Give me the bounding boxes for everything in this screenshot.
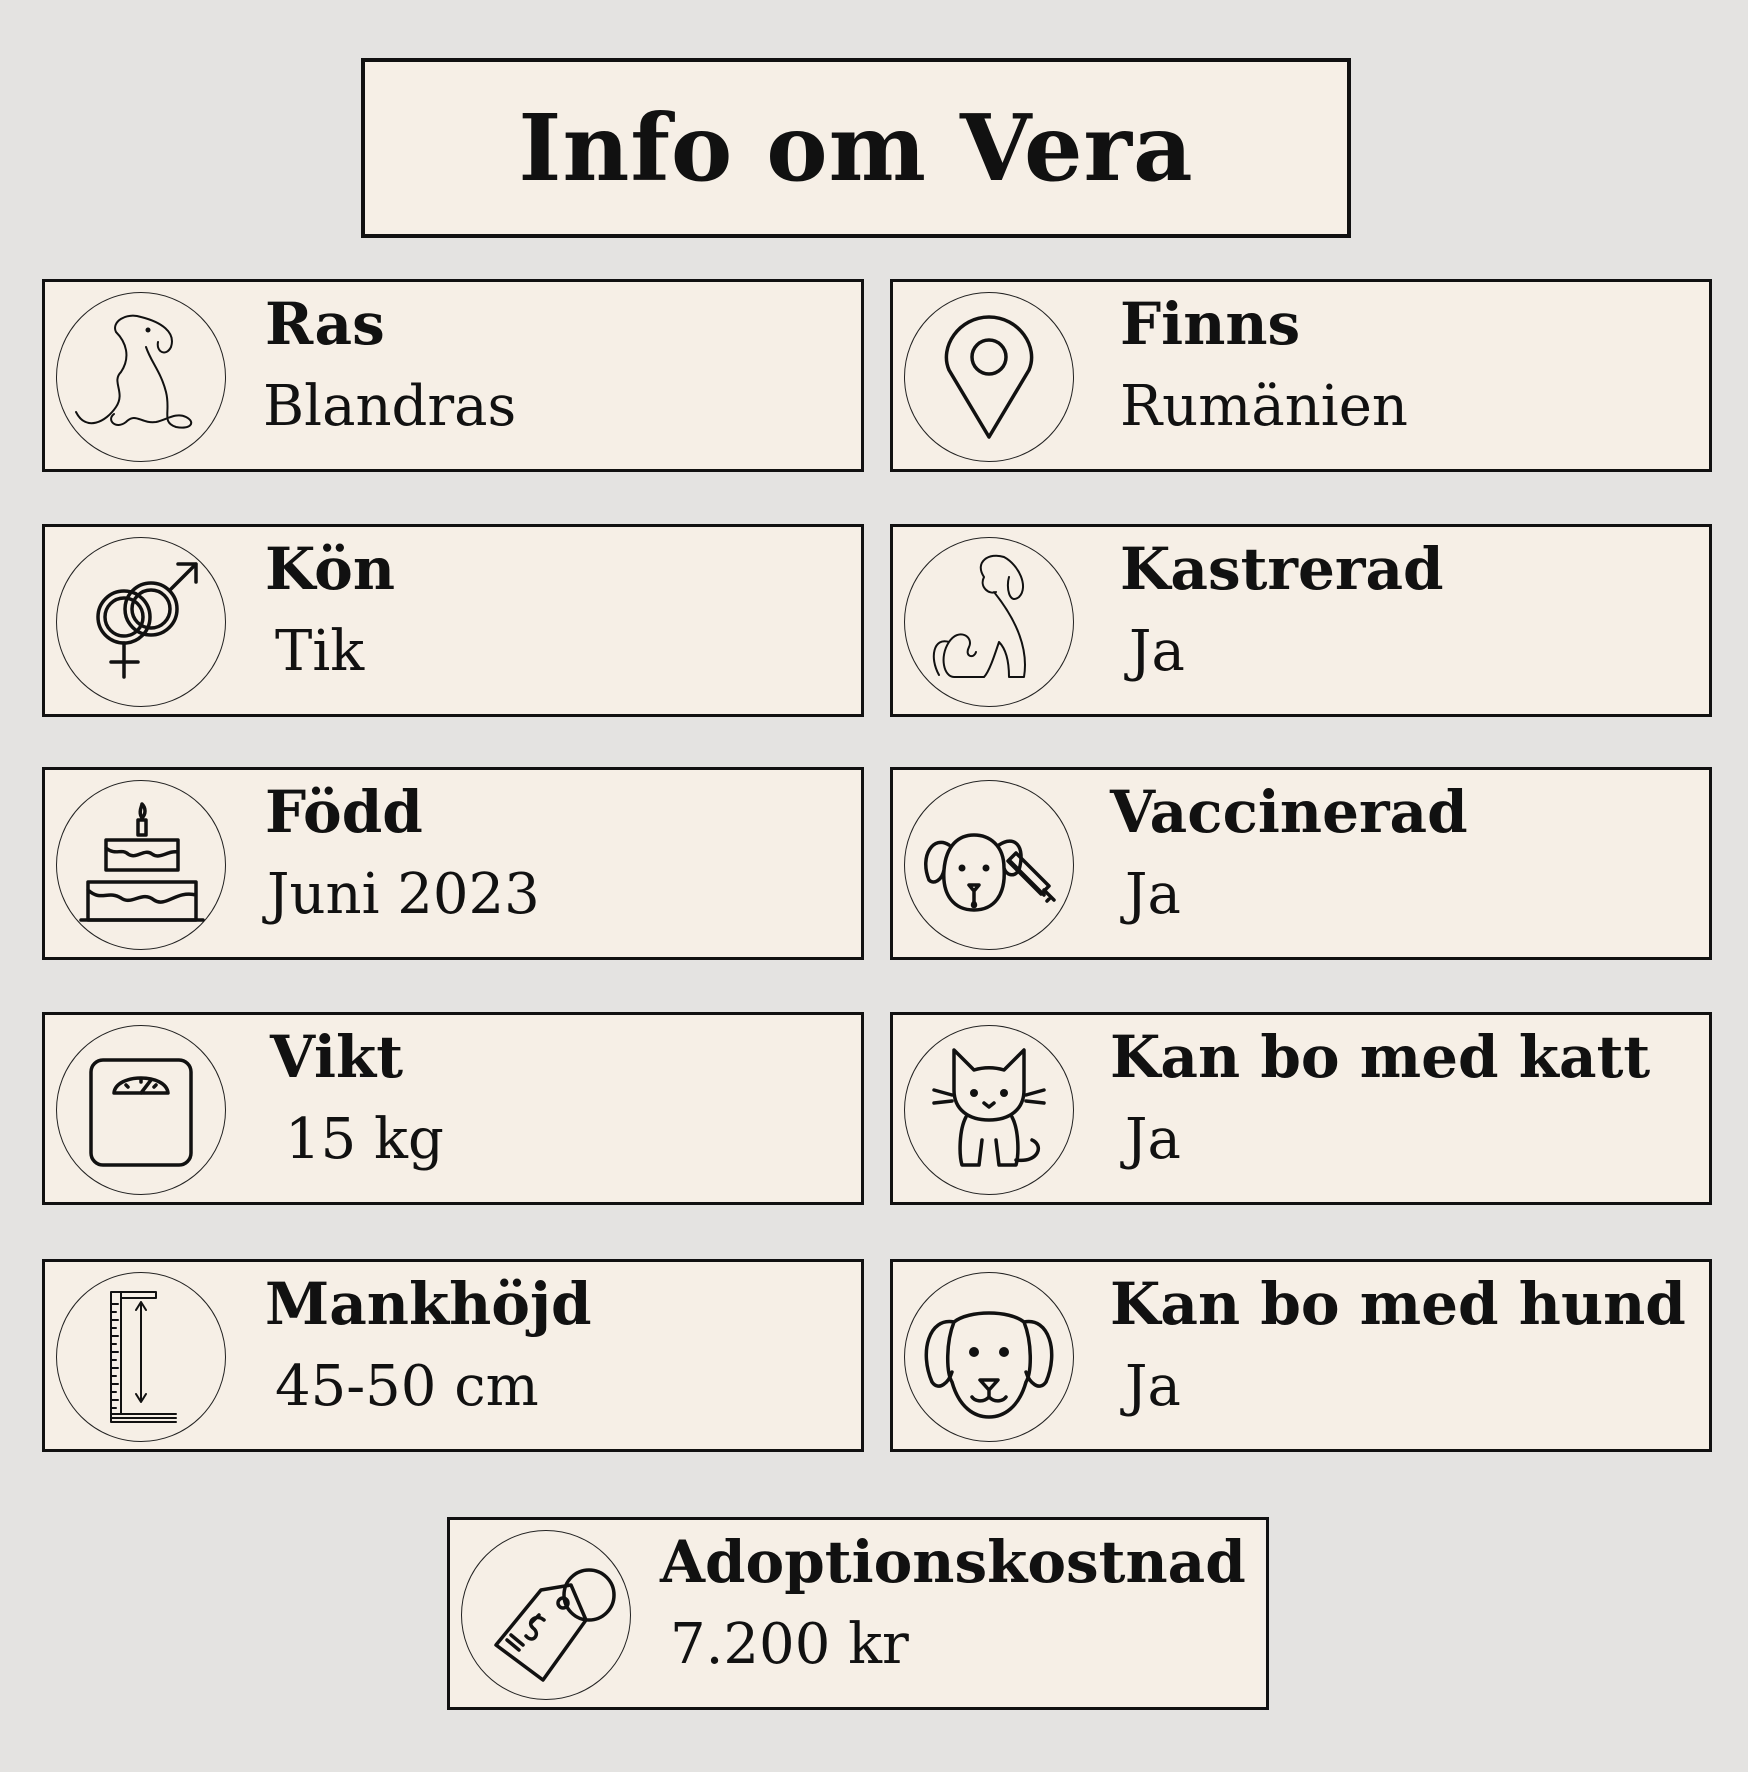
label-kon: Kön (265, 535, 395, 603)
value-hund: Ja (1125, 1354, 1181, 1419)
info-card-kastrerad (890, 524, 1712, 717)
value-vaccinerad: Ja (1125, 862, 1181, 927)
value-kostnad: 7.200 kr (670, 1612, 909, 1677)
label-katt: Kan bo med katt (1110, 1023, 1651, 1091)
label-ras: Ras (265, 290, 385, 358)
label-hund: Kan bo med hund (1110, 1270, 1686, 1338)
label-mankhojd: Mankhöjd (265, 1270, 592, 1338)
info-card-fodd (42, 767, 864, 960)
label-kastrerad: Kastrerad (1120, 535, 1444, 603)
cat-icon (904, 1025, 1074, 1195)
info-card-kon (42, 524, 864, 717)
value-ras: Blandras (263, 374, 517, 439)
gender-symbols-icon (56, 537, 226, 707)
value-kastrerad: Ja (1129, 619, 1185, 684)
info-card-ras (42, 279, 864, 472)
birthday-cake-icon (56, 780, 226, 950)
dog-face-icon (904, 1272, 1074, 1442)
page-title: Info om Vera (518, 94, 1194, 202)
dog-syringe-icon (904, 780, 1074, 950)
info-card-adoptionskostnad (447, 1517, 1269, 1710)
label-kostnad: Adoptionskostnad (660, 1528, 1246, 1596)
info-card-kan-bo-med-hund (890, 1259, 1712, 1452)
value-fodd: Juni 2023 (267, 862, 540, 927)
label-vaccinerad: Vaccinerad (1110, 778, 1468, 846)
height-ruler-icon (56, 1272, 226, 1442)
value-kon: Tik (275, 619, 365, 684)
dog-line-icon (56, 292, 226, 462)
label-finns: Finns (1120, 290, 1301, 358)
label-fodd: Född (265, 778, 423, 846)
price-tag-icon (461, 1530, 631, 1700)
info-card-vaccinerad (890, 767, 1712, 960)
value-mankhojd: 45-50 cm (275, 1354, 539, 1419)
info-card-mankhojd (42, 1259, 864, 1452)
title-box (361, 58, 1351, 238)
scale-icon (56, 1025, 226, 1195)
value-katt: Ja (1125, 1107, 1181, 1172)
sitting-dog-icon (904, 537, 1074, 707)
info-card-vikt (42, 1012, 864, 1205)
info-card-finns (890, 279, 1712, 472)
label-vikt: Vikt (270, 1023, 403, 1091)
value-vikt: 15 kg (285, 1107, 444, 1172)
location-pin-icon (904, 292, 1074, 462)
info-card-kan-bo-med-katt (890, 1012, 1712, 1205)
value-finns: Rumänien (1120, 374, 1408, 439)
